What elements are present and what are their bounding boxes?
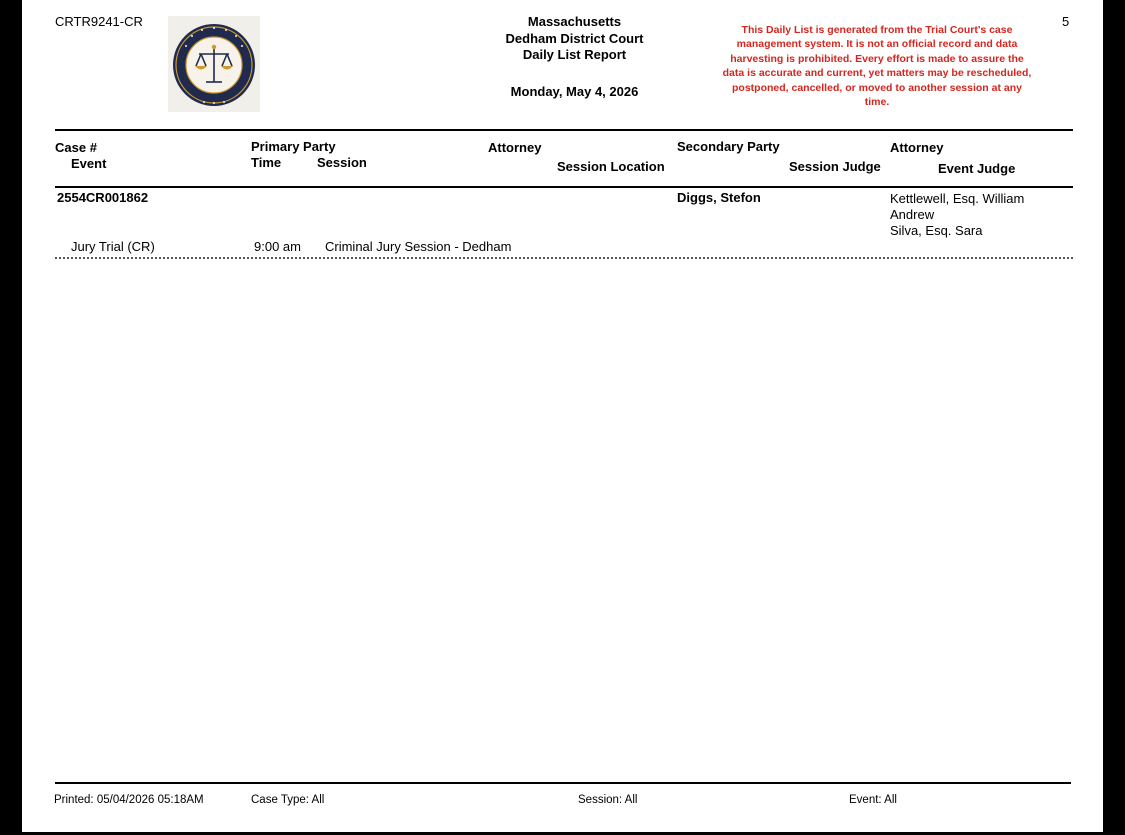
event-type: Jury Trial (CR) (71, 239, 155, 254)
attorney-line: Andrew (890, 207, 935, 222)
col-header-primary-party: Primary Party (251, 139, 336, 154)
column-header-rule (55, 186, 1073, 188)
page-number: 5 (1062, 14, 1070, 29)
disclaimer-text: This Daily List is generated from the Trial Court's case management system. It is not an official record and data harvesting is prohibited. Every effort is made to assure the data is accurate and current, yet matters may be rescheduled, postponed, cancelled, or moved to another session at any time. (722, 24, 1032, 109)
report-id: CRTR9241-CR (55, 14, 143, 29)
session-name: Criminal Jury Session - Dedham (325, 239, 512, 254)
header-top-rule (55, 129, 1073, 131)
col-header-session: Session (317, 155, 367, 170)
seal-icon (168, 16, 260, 112)
col-header-event: Event (71, 156, 107, 171)
col-header-time: Time (251, 155, 282, 170)
trial-court-seal-logo (168, 16, 260, 112)
col-header-case-no: Case # (55, 140, 97, 155)
col-header-session-location: Session Location (557, 159, 665, 174)
attorney-list (890, 191, 1024, 239)
state-name: Massachusetts (527, 14, 622, 29)
session-filter: Session: All (578, 794, 638, 806)
court-title-block (452, 14, 697, 64)
case-number: 2554CR001862 (57, 190, 149, 205)
printed-timestamp: Printed: 05/04/2026 05:18AM (54, 794, 204, 806)
report-title: Daily List Report (522, 47, 627, 62)
secondary-party-name: Diggs, Stefon (677, 190, 761, 205)
col-header-attorney-primary: Attorney (488, 140, 542, 155)
report-date: Monday, May 4, 2026 (510, 84, 639, 99)
col-header-session-judge: Session Judge (789, 159, 881, 174)
footer-rule (55, 782, 1071, 784)
col-header-secondary-party: Secondary Party (677, 139, 780, 154)
attorney-line: Silva, Esq. Sara (890, 223, 983, 238)
event-filter: Event: All (849, 794, 897, 806)
case-type-filter: Case Type: All (251, 794, 325, 806)
court-name: Dedham District Court (505, 30, 644, 46)
row-separator (55, 257, 1073, 259)
attorney-line: Kettlewell, Esq. William (890, 191, 1025, 206)
event-time: 9:00 am (254, 239, 301, 254)
col-header-attorney-secondary: Attorney (890, 140, 944, 155)
col-header-event-judge: Event Judge (938, 161, 1016, 176)
report-page (22, 0, 1103, 832)
